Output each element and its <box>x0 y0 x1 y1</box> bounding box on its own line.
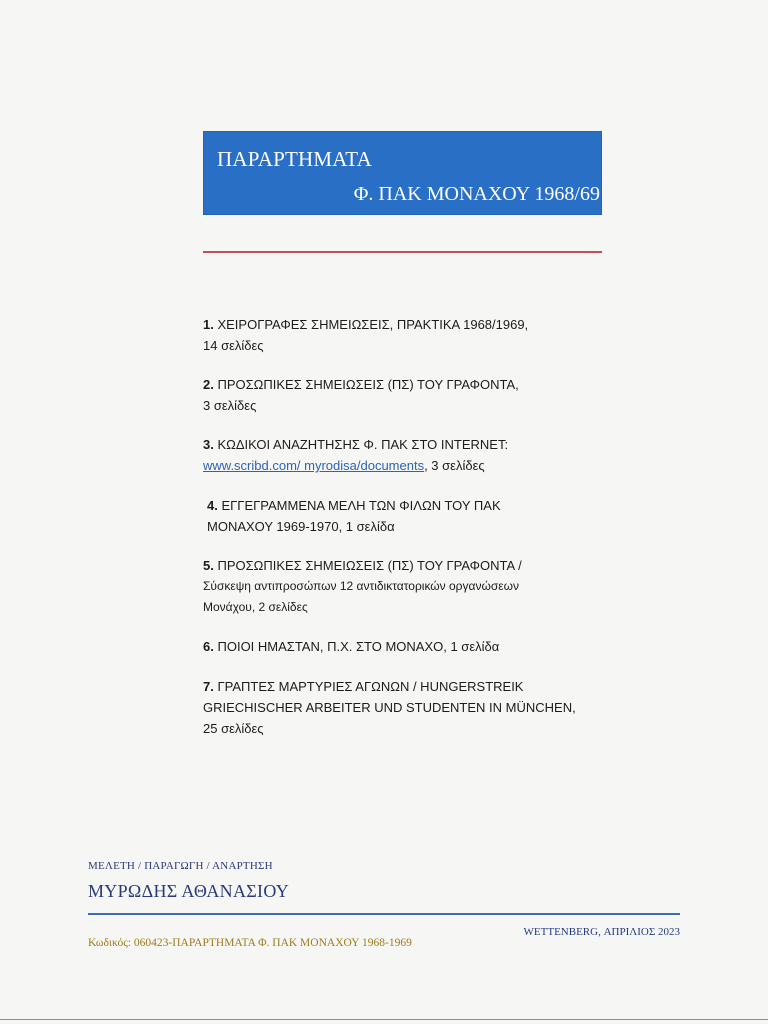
item-number: 6. <box>203 639 214 654</box>
list-item-3 <box>203 434 508 476</box>
list-item-7 <box>203 676 576 739</box>
item-text: ΓΡΑΠΤΕΣ ΜΑΡΤΥΡΙΕΣ ΑΓΩΝΩΝ / HUNGERSTREIK <box>213 679 524 694</box>
footer-role-label: ΜΕΛΕΤΗ / ΠΑΡΑΓΩΓΗ / ΑΝΑΡΤΗΣΗ <box>88 860 273 872</box>
item-text-cont: , 3 σελίδες <box>424 458 485 473</box>
item-text: ΧΕΙΡΟΓΡΑΦΕΣ ΣΗΜΕΙΩΣΕΙΣ, ΠΡΑΚΤΙΚΑ 1968/1969, <box>213 317 529 332</box>
list-item-4 <box>207 495 501 537</box>
item-number: 4. <box>207 498 218 513</box>
item-text-cont: 3 σελίδες <box>203 398 257 413</box>
page-subtitle: Φ. ΠΑΚ ΜΟΝΑΧΟΥ 1968/69 <box>353 183 600 205</box>
item-number: 7. <box>203 679 214 694</box>
item-text-cont-2: 25 σελίδες <box>203 721 264 736</box>
item-number: 2. <box>203 377 214 392</box>
scribd-link[interactable]: www.scribd.com/ myrodisa/documents <box>203 458 425 473</box>
footer-document-code: Κωδικός: 060423-ΠΑΡΑΡΤΗΜΑΤΑ Φ. ΠΑΚ ΜΟΝΑΧΟΥ 1968-1969 <box>88 937 412 949</box>
list-item-1 <box>203 314 528 356</box>
item-text: ΠΡΟΣΩΠΙΚΕΣ ΣΗΜΕΙΩΣΕΙΣ (ΠΣ) ΤΟΥ ΓΡΑΦΟΝΤΑ, <box>213 377 519 392</box>
item-text-cont: 14 σελίδες <box>203 338 264 353</box>
item-text-cont: ΜΟΝΑΧΟΥ 1969-1970, 1 σελίδα <box>207 519 395 534</box>
item-text-cont-2: Μονάχου, 2 σελίδες <box>203 600 308 614</box>
page-title: ΠΑΡΑΡΤΗΜΑΤΑ <box>217 147 372 171</box>
item-text-cont: Σύσκεψη αντιπροσώπων 12 αντιδικτατορικών οργανώσεων <box>203 579 519 593</box>
item-text: ΚΩΔΙΚΟΙ ΑΝΑΖΗΤΗΣΗΣ Φ. ΠΑΚ ΣΤΟ INTERNET: <box>213 437 509 452</box>
item-number: 1. <box>203 317 214 332</box>
item-text: ΠΟΙΟΙ ΗΜΑΣΤΑΝ, Π.Χ. ΣΤΟ ΜΟΝΑΧΟ, 1 σελίδα <box>213 639 500 654</box>
item-text: ΕΓΓΕΓΡΑΜΜΕΝΑ ΜΕΛΗ ΤΩΝ ΦΙΛΩΝ ΤΟΥ ΠΑΚ <box>217 498 501 513</box>
page-bottom-line <box>0 1019 768 1020</box>
header-divider <box>203 251 602 253</box>
title-banner <box>203 131 602 215</box>
item-number: 3. <box>203 437 214 452</box>
list-item-5 <box>203 555 522 618</box>
list-item-6 <box>203 636 499 657</box>
footer-author-name: ΜΥΡΩΔΗΣ ΑΘΑΝΑΣΙΟΥ <box>88 881 290 901</box>
item-number: 5. <box>203 558 214 573</box>
list-item-2 <box>203 374 519 416</box>
footer-place-date: WETTENBERG, ΑΠΡΙΛΙΟΣ 2023 <box>523 926 680 938</box>
footer-divider <box>88 913 680 915</box>
item-text-cont: GRIECHISCHER ARBEITER UND STUDENTEN IN MÜNCHEN, <box>203 700 576 715</box>
item-text: ΠΡΟΣΩΠΙΚΕΣ ΣΗΜΕΙΩΣΕΙΣ (ΠΣ) ΤΟΥ ΓΡΑΦΟΝΤΑ / <box>213 558 522 573</box>
